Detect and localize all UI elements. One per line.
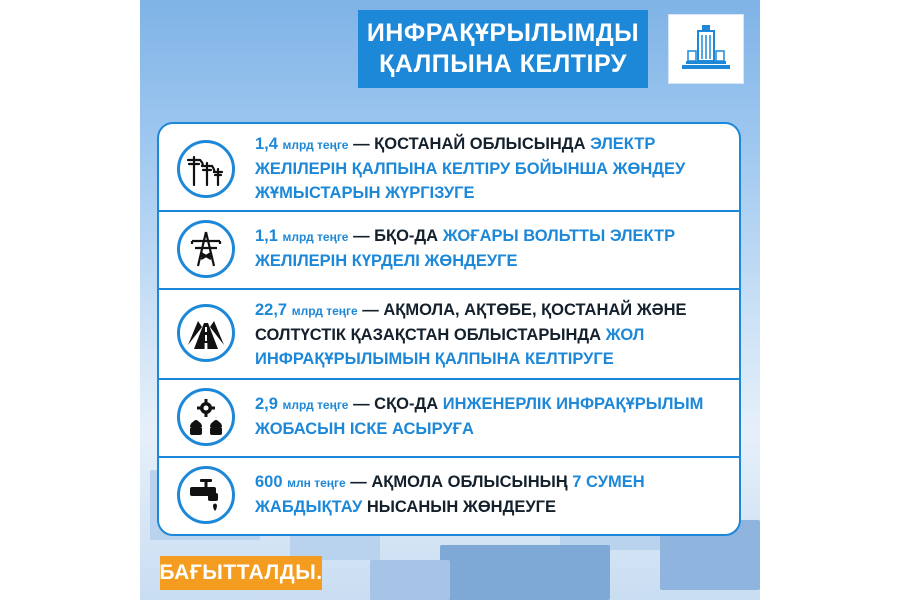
transmission-tower-icon bbox=[177, 220, 235, 278]
item-text: 1,1 млрд теңге — БҚО-ДА ЖОҒАРЫ ВОЛЬТТЫ ЭЛЕКТР ЖЕЛІЛЕРІН КҮРДЕЛІ ЖӨНДЕУГЕ bbox=[255, 227, 676, 270]
water-tap-icon bbox=[177, 466, 235, 524]
item-text: 1,4 млрд теңге — ҚОСТАНАЙ ОБЛЫСЫНДА ЭЛЕКТР ЖЕЛІЛЕРІН ҚАЛПЫНА КЕЛТІРУ БОЙЫНША ЖӨНДЕУ ЖҰМЫСТАРЫН ЖҮРГІЗУГЕ bbox=[255, 135, 686, 202]
item-description: ҚОСТАНАЙ ОБЛЫСЫНДА bbox=[374, 135, 586, 153]
amount: 1,4 млрд теңге bbox=[255, 135, 349, 153]
engineers-gear-icon bbox=[177, 388, 235, 446]
amount: 22,7 млрд теңге bbox=[255, 301, 358, 319]
item-text: 22,7 млрд теңге — АҚМОЛА, АҚТӨБЕ, ҚОСТАНАЙ ЖӘНЕ СОЛТҮСТІК ҚАЗАҚСТАН ОБЛЫСТАРЫНДА ЖОЛ ИНФРАҚҰРЫЛЫМЫН ҚАЛПЫНА КЕЛТІРУГЕ bbox=[255, 301, 687, 368]
item-highlight: ЖОҒАРЫ ВОЛЬТТЫ ЭЛЕКТР ЖЕЛІЛЕРІН КҮРДЕЛІ ЖӨНДЕУГЕ bbox=[255, 227, 676, 270]
item-description: АҚМОЛА, АҚТӨБЕ, ҚОСТАНАЙ ЖӘНЕ СОЛТҮСТІК ҚАЗАҚСТАН ОБЛЫСТАРЫНДА bbox=[255, 301, 687, 344]
funding-list-panel bbox=[157, 122, 741, 536]
amount: 600 млн теңге bbox=[255, 473, 346, 491]
item-highlight: ЭЛЕКТР ЖЕЛІЛЕРІН ҚАЛПЫНА КЕЛТІРУ БОЙЫНША ЖӨНДЕУ ЖҰМЫСТАРЫН ЖҮРГІЗУГЕ bbox=[255, 135, 686, 202]
divider bbox=[159, 288, 739, 290]
amount: 2,9 млрд теңге bbox=[255, 395, 349, 413]
title-line-2: ҚАЛПЫНА КЕЛТІРУ bbox=[379, 50, 627, 78]
infographic-poster bbox=[140, 0, 760, 600]
divider bbox=[159, 378, 739, 380]
item-description: АҚМОЛА ОБЛЫСЫНЫҢ bbox=[371, 473, 568, 491]
road-icon bbox=[177, 304, 235, 362]
item-description-tail: НЫСАНЫН ЖӨНДЕУГЕ bbox=[366, 498, 556, 516]
item-highlight: 7 СУМЕН ЖАБДЫҚТАУ bbox=[255, 473, 645, 516]
government-building-icon bbox=[668, 14, 744, 84]
page-title bbox=[358, 10, 648, 88]
divider bbox=[159, 456, 739, 458]
title-line-1: ИНФРАҚҰРЫЛЫМДЫ bbox=[366, 19, 640, 47]
power-poles-icon bbox=[177, 140, 235, 198]
item-description: СҚО-ДА bbox=[374, 395, 439, 413]
item-text: 2,9 млрд теңге — СҚО-ДА ИНЖЕНЕРЛІК ИНФРАҚҰРЫЛЫМ ЖОБАСЫН ІСКЕ АСЫРУҒА bbox=[255, 395, 704, 438]
divider bbox=[159, 210, 739, 212]
item-highlight: ЖОЛ ИНФРАҚҰРЫЛЫМЫН ҚАЛПЫНА КЕЛТІРУГЕ bbox=[255, 326, 645, 368]
item-text: 600 млн теңге — АҚМОЛА ОБЛЫСЫНЫҢ 7 СУМЕН ЖАБДЫҚТАУ НЫСАНЫН ЖӨНДЕУГЕ bbox=[255, 473, 645, 516]
directed-badge: БАҒЫТТАЛДЫ. bbox=[160, 556, 322, 590]
amount: 1,1 млрд теңге bbox=[255, 227, 349, 245]
item-highlight: ИНЖЕНЕРЛІК ИНФРАҚҰРЫЛЫМ ЖОБАСЫН ІСКЕ АСЫРУҒА bbox=[255, 395, 704, 438]
item-description: БҚО-ДА bbox=[374, 227, 439, 245]
